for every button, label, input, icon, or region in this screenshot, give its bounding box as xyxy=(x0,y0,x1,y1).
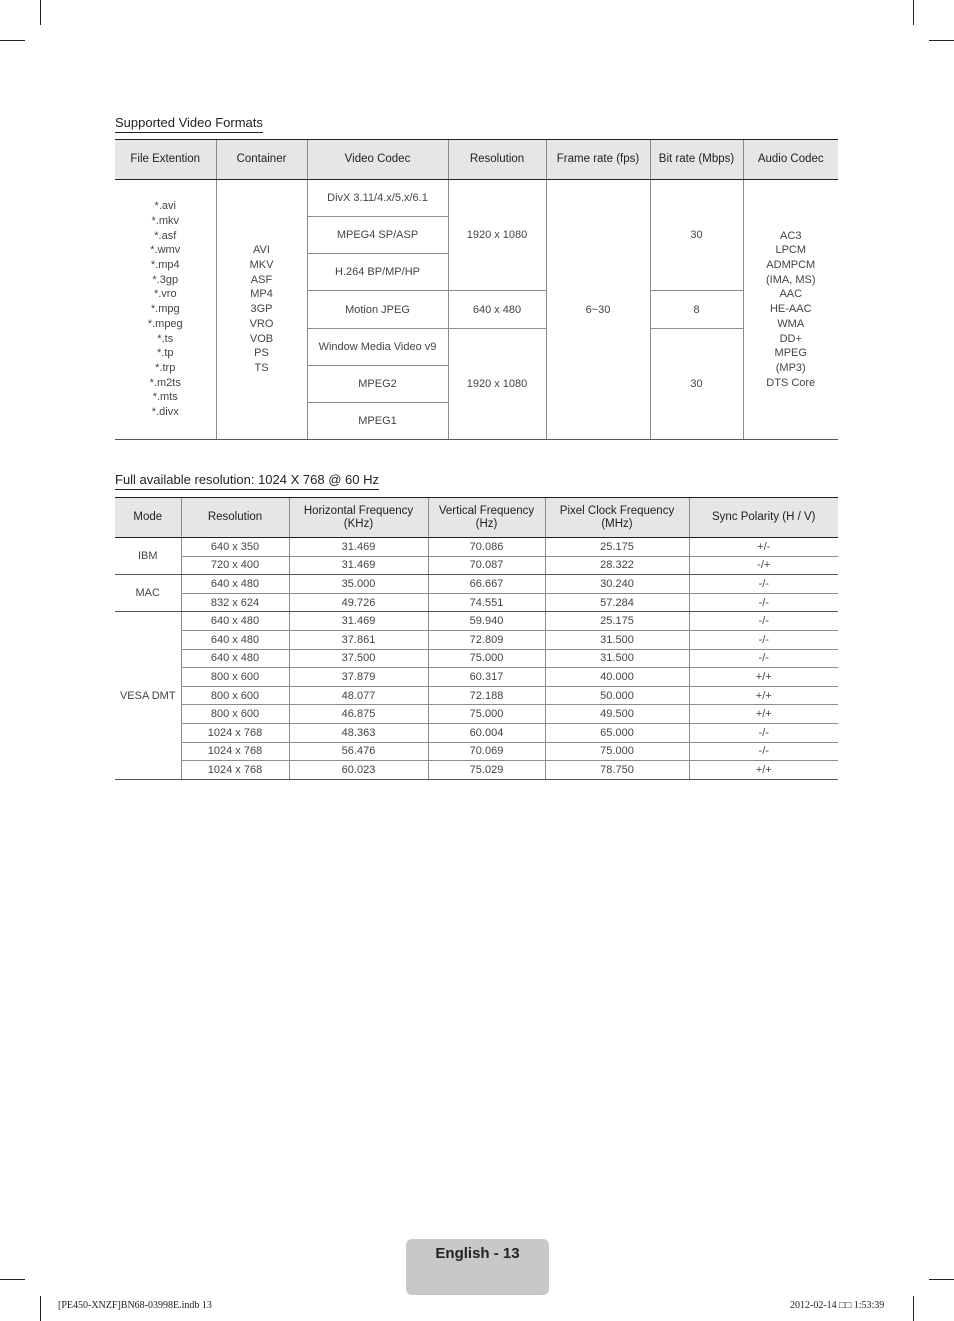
sync-polarity-cell: +/+ xyxy=(689,761,838,780)
header-cell xyxy=(428,498,545,538)
header-text: Horizontal Frequency (KHz) xyxy=(303,504,414,530)
table-row xyxy=(115,649,838,668)
sync-polarity-cell: -/- xyxy=(689,649,838,668)
sync-polarity-cell: +/+ xyxy=(689,686,838,705)
pixel-clock-cell: 31.500 xyxy=(545,649,689,668)
resolution-cell: 1920 x 1080 xyxy=(448,180,546,291)
codec-cell: DivX 3.11/4.x/5.x/6.1 xyxy=(307,180,448,217)
pixel-clock-cell: 78.750 xyxy=(545,761,689,780)
sync-polarity-cell: +/+ xyxy=(689,705,838,724)
v-frequency-cell: 75.000 xyxy=(428,649,545,668)
mode-cell: VESA DMT xyxy=(115,612,181,779)
header-text: Pixel Clock Frequency (MHz) xyxy=(559,504,675,530)
header-cell: File Extention xyxy=(115,140,216,180)
h-frequency-cell: 35.000 xyxy=(289,575,428,594)
sync-polarity-cell: -/- xyxy=(689,742,838,761)
pixel-clock-cell: 40.000 xyxy=(545,668,689,687)
h-frequency-cell: 49.726 xyxy=(289,593,428,612)
video-formats-table xyxy=(115,139,838,440)
header-cell: Resolution xyxy=(448,140,546,180)
v-frequency-cell: 72.188 xyxy=(428,686,545,705)
header-cell: Sync Polarity (H / V) xyxy=(689,498,838,538)
crop-mark xyxy=(40,0,41,25)
resolution-title: Full available resolution: 1024 X 768 @ 60 Hz xyxy=(115,472,379,490)
v-frequency-cell: 60.004 xyxy=(428,723,545,742)
table-row xyxy=(115,180,838,217)
header-cell: Resolution xyxy=(181,498,289,538)
table-row xyxy=(115,686,838,705)
table-row xyxy=(115,723,838,742)
sync-polarity-cell: -/- xyxy=(689,593,838,612)
v-frequency-cell: 75.029 xyxy=(428,761,545,780)
header-cell: Audio Codec xyxy=(743,140,838,180)
header-text: Vertical Frequency (Hz) xyxy=(438,504,535,530)
crop-mark xyxy=(0,40,25,41)
h-frequency-cell: 37.500 xyxy=(289,649,428,668)
h-frequency-cell: 37.861 xyxy=(289,630,428,649)
crop-mark xyxy=(929,40,954,41)
resolution-cell: 640 x 480 xyxy=(181,649,289,668)
crop-mark xyxy=(0,1279,25,1280)
v-frequency-cell: 59.940 xyxy=(428,612,545,631)
header-cell: Mode xyxy=(115,498,181,538)
table-row xyxy=(115,668,838,687)
resolution-cell: 640 x 480 xyxy=(181,612,289,631)
v-frequency-cell: 70.086 xyxy=(428,538,545,557)
header-cell xyxy=(545,498,689,538)
table-row xyxy=(115,575,838,594)
h-frequency-cell: 31.469 xyxy=(289,556,428,575)
table-header-row xyxy=(115,140,838,180)
h-frequency-cell: 31.469 xyxy=(289,612,428,631)
codec-cell: MPEG1 xyxy=(307,403,448,440)
resolution-table xyxy=(115,497,838,780)
resolution-cell: 1024 x 768 xyxy=(181,723,289,742)
v-frequency-cell: 74.551 xyxy=(428,593,545,612)
resolution-cell: 1920 x 1080 xyxy=(448,329,546,440)
bitrate-cell: 30 xyxy=(650,329,743,440)
file-extensions-text: *.avi *.mkv *.asf *.wmv *.mp4 *.3gp *.vro *.mpg *.mpeg *.ts *.tp *.trp *.m2ts *.mts *.divx xyxy=(147,200,183,419)
table-row xyxy=(115,742,838,761)
v-frequency-cell: 70.069 xyxy=(428,742,545,761)
codec-cell: MPEG4 SP/ASP xyxy=(307,217,448,254)
resolution-cell: 1024 x 768 xyxy=(181,761,289,780)
resolution-cell: 1024 x 768 xyxy=(181,742,289,761)
mode-cell: IBM xyxy=(115,538,181,575)
pixel-clock-cell: 65.000 xyxy=(545,723,689,742)
v-frequency-cell: 60.317 xyxy=(428,668,545,687)
sync-polarity-cell: -/+ xyxy=(689,556,838,575)
table-row xyxy=(115,630,838,649)
resolution-cell: 640 x 480 xyxy=(181,630,289,649)
sync-polarity-cell: -/- xyxy=(689,630,838,649)
h-frequency-cell: 31.469 xyxy=(289,538,428,557)
pixel-clock-cell: 50.000 xyxy=(545,686,689,705)
footer-file-info: [PE450-XNZF]BN68-03998E.indb 13 xyxy=(58,1300,212,1311)
crop-mark xyxy=(929,1279,954,1280)
audio-codec-cell xyxy=(743,180,838,440)
page-number-tab xyxy=(406,1239,549,1295)
video-formats-title: Supported Video Formats xyxy=(115,115,263,133)
h-frequency-cell: 37.879 xyxy=(289,668,428,687)
file-extensions-cell xyxy=(115,180,216,440)
v-frequency-cell: 70.087 xyxy=(428,556,545,575)
v-frequency-cell: 66.667 xyxy=(428,575,545,594)
pixel-clock-cell: 30.240 xyxy=(545,575,689,594)
sync-polarity-cell: -/- xyxy=(689,723,838,742)
footer-timestamp: 2012-02-14 □□ 1:53:39 xyxy=(790,1300,885,1311)
table-row xyxy=(115,612,838,631)
h-frequency-cell: 48.363 xyxy=(289,723,428,742)
resolution-table-body xyxy=(115,538,838,780)
sync-polarity-cell: +/- xyxy=(689,538,838,557)
page-number-label: English - 13 xyxy=(435,1245,520,1262)
resolution-cell: 720 x 400 xyxy=(181,556,289,575)
frame-rate-cell: 6~30 xyxy=(546,180,650,440)
crop-mark xyxy=(40,1296,41,1321)
sync-polarity-cell: -/- xyxy=(689,612,838,631)
sync-polarity-cell: +/+ xyxy=(689,668,838,687)
containers-text: AVI MKV ASF MP4 3GP VRO VOB PS TS xyxy=(249,244,274,374)
pixel-clock-cell: 28.322 xyxy=(545,556,689,575)
audio-codec-text: AC3 LPCM ADMPCM (IMA, MS) AAC HE-AAC WMA DD+ MPEG (MP3) DTS Core xyxy=(766,229,816,389)
h-frequency-cell: 46.875 xyxy=(289,705,428,724)
h-frequency-cell: 60.023 xyxy=(289,761,428,780)
header-cell: Bit rate (Mbps) xyxy=(650,140,743,180)
codec-cell: MPEG2 xyxy=(307,366,448,403)
h-frequency-cell: 48.077 xyxy=(289,686,428,705)
resolution-cell: 832 x 624 xyxy=(181,593,289,612)
h-frequency-cell: 56.476 xyxy=(289,742,428,761)
codec-cell: H.264 BP/MP/HP xyxy=(307,254,448,291)
bitrate-cell: 30 xyxy=(650,180,743,291)
pixel-clock-cell: 49.500 xyxy=(545,705,689,724)
v-frequency-cell: 72.809 xyxy=(428,630,545,649)
resolution-cell: 640 x 480 xyxy=(448,291,546,329)
table-row xyxy=(115,593,838,612)
pixel-clock-cell: 57.284 xyxy=(545,593,689,612)
table-row xyxy=(115,761,838,780)
containers-cell xyxy=(216,180,307,440)
crop-mark xyxy=(913,1296,914,1321)
table-row xyxy=(115,538,838,557)
crop-mark xyxy=(913,0,914,25)
header-cell: Container xyxy=(216,140,307,180)
table-row xyxy=(115,556,838,575)
codec-cell: Motion JPEG xyxy=(307,291,448,329)
resolution-cell: 800 x 600 xyxy=(181,686,289,705)
table-header-row xyxy=(115,498,838,538)
pixel-clock-cell: 25.175 xyxy=(545,538,689,557)
bitrate-cell: 8 xyxy=(650,291,743,329)
table-row xyxy=(115,705,838,724)
mode-cell: MAC xyxy=(115,575,181,612)
codec-cell: Window Media Video v9 xyxy=(307,329,448,366)
sync-polarity-cell: -/- xyxy=(689,575,838,594)
pixel-clock-cell: 25.175 xyxy=(545,612,689,631)
pixel-clock-cell: 31.500 xyxy=(545,630,689,649)
pixel-clock-cell: 75.000 xyxy=(545,742,689,761)
header-cell: Frame rate (fps) xyxy=(546,140,650,180)
resolution-cell: 640 x 350 xyxy=(181,538,289,557)
resolution-cell: 800 x 600 xyxy=(181,705,289,724)
header-cell xyxy=(289,498,428,538)
v-frequency-cell: 75.000 xyxy=(428,705,545,724)
header-cell: Video Codec xyxy=(307,140,448,180)
resolution-cell: 640 x 480 xyxy=(181,575,289,594)
resolution-cell: 800 x 600 xyxy=(181,668,289,687)
